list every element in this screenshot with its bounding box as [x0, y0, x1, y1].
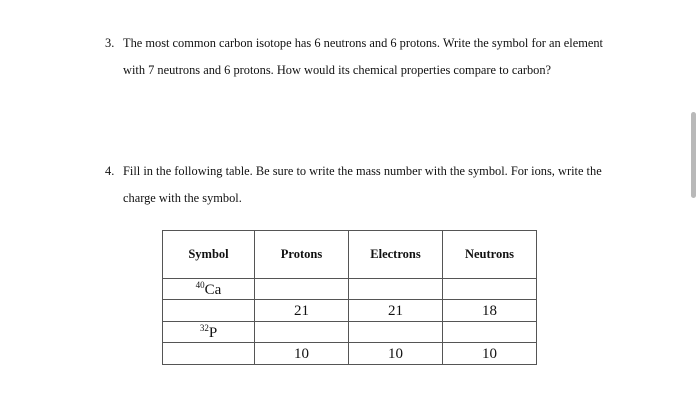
element-symbol: Ca — [204, 281, 222, 298]
electrons-cell[interactable] — [349, 279, 443, 300]
header-protons: Protons — [255, 231, 349, 279]
symbol-cell[interactable] — [163, 279, 255, 300]
question-number: 3. — [105, 36, 115, 50]
table-row — [163, 300, 537, 322]
header-electrons: Electrons — [349, 231, 443, 279]
protons-cell[interactable] — [255, 322, 349, 343]
symbol-cell[interactable] — [163, 343, 255, 365]
electrons-cell[interactable]: 10 — [349, 343, 443, 365]
table-row — [163, 343, 537, 365]
element-symbol: P — [208, 324, 218, 341]
symbol-cell[interactable] — [163, 300, 255, 322]
question-3 — [105, 30, 625, 84]
protons-cell[interactable]: 10 — [255, 343, 349, 365]
symbol-cell[interactable] — [163, 322, 255, 343]
electrons-cell[interactable]: 21 — [349, 300, 443, 322]
question-text-line: Fill in the following table. Be sure to write the mass number with the symbol. For ions, write the — [123, 164, 602, 178]
table-row — [163, 279, 537, 300]
mass-number: 40 — [195, 279, 205, 290]
neutrons-cell[interactable]: 10 — [443, 343, 537, 365]
question-text-line: with 7 neutrons and 6 protons. How would its chemical properties compare to carbon? — [123, 63, 552, 77]
table-header-row — [163, 231, 537, 279]
protons-cell[interactable]: 21 — [255, 300, 349, 322]
header-symbol: Symbol — [163, 231, 255, 279]
neutrons-cell[interactable]: 18 — [443, 300, 537, 322]
table-row — [163, 322, 537, 343]
neutrons-cell[interactable] — [443, 279, 537, 300]
mass-number: 32 — [199, 322, 209, 333]
question-4 — [105, 158, 625, 212]
neutrons-cell[interactable] — [443, 322, 537, 343]
vertical-scrollbar[interactable] — [691, 112, 696, 198]
electrons-cell[interactable] — [349, 322, 443, 343]
question-number: 4. — [105, 164, 115, 178]
isotope-table — [162, 230, 537, 365]
protons-cell[interactable] — [255, 279, 349, 300]
question-text-line: charge with the symbol. — [123, 191, 242, 205]
header-neutrons: Neutrons — [443, 231, 537, 279]
question-text-line: The most common carbon isotope has 6 neutrons and 6 protons. Write the symbol for an element — [123, 36, 603, 50]
